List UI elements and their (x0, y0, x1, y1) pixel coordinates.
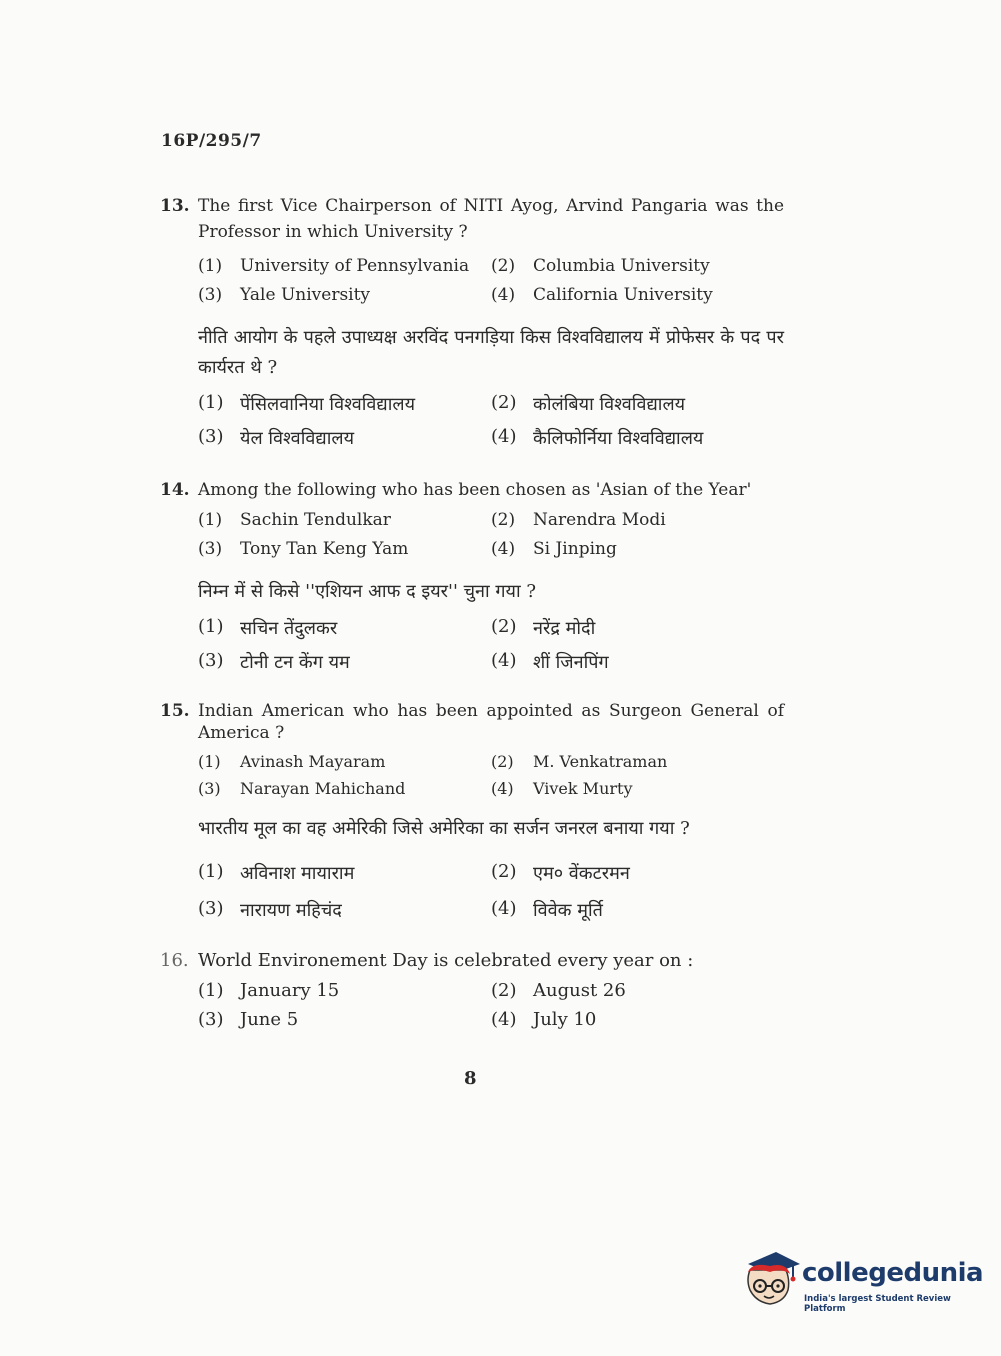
option-1-hi (198, 861, 491, 885)
question-number: 13. (160, 196, 190, 216)
option-text: येल विश्वविद्यालय (240, 428, 355, 449)
option-number: (1) (198, 392, 224, 413)
option-text: नरेंद्र मोदी (533, 618, 596, 639)
question-text-hi: निम्न में से किसे ''एशियन आफ द इयर'' चुना गया ? (198, 581, 537, 602)
question-text-en: World Environement Day is celebrated every year on : (198, 950, 694, 971)
option-number: (3) (198, 284, 223, 305)
option-text: टोनी टन केंग यम (240, 652, 350, 673)
option-4-hi (491, 426, 784, 450)
option-number: (1) (198, 616, 224, 637)
option-number: (3) (198, 897, 224, 919)
option-number: (1) (198, 860, 224, 882)
option-3 (198, 1009, 491, 1030)
paper-code: 16P/295/7 (161, 131, 262, 151)
option-4 (491, 285, 784, 305)
option-text: Avinash Mayaram (240, 752, 386, 771)
option-4 (491, 779, 784, 798)
option-1-hi (198, 616, 491, 640)
option-3-hi (198, 898, 491, 922)
option-text: कोलंबिया विश्वविद्यालय (533, 394, 686, 415)
logo-tagline: India's largest Student Review Platform (804, 1294, 951, 1314)
option-1 (198, 752, 491, 771)
option-text: Vivek Murty (533, 779, 633, 798)
option-1 (198, 980, 491, 1001)
option-number: (2) (491, 509, 516, 530)
options-hi (198, 611, 784, 679)
page-number: 8 (464, 1068, 477, 1089)
option-2 (491, 752, 784, 771)
option-number: (2) (491, 860, 517, 882)
question-text-en: Indian American who has been appointed as Surgeon General of America ? (198, 701, 784, 743)
options-en (198, 748, 784, 802)
option-text: शीं जिनपिंग (533, 652, 609, 673)
collegedunia-logo[interactable] (742, 1250, 984, 1314)
question-text-hi: नीति आयोग के पहले उपाध्यक्ष अरविंद पनगड़िया किस विश्वविद्यालय में प्रोफेसर के पद पर कार्यरत थे ? (198, 327, 784, 378)
option-text: June 5 (240, 1009, 299, 1030)
question-text-en: Among the following who has been chosen as 'Asian of the Year' (198, 480, 752, 500)
option-2-hi (491, 392, 784, 416)
option-text: विवेक मूर्ति (533, 899, 603, 921)
option-number: (4) (491, 1009, 517, 1030)
option-text: August 26 (533, 980, 626, 1001)
options-hi (198, 854, 784, 928)
option-4-hi (491, 898, 784, 922)
option-1-hi (198, 392, 491, 416)
option-3 (198, 285, 491, 305)
option-number: (4) (491, 779, 514, 798)
option-1 (198, 256, 491, 276)
question-16 (160, 948, 784, 1034)
option-number: (1) (198, 752, 221, 771)
option-2 (491, 510, 784, 530)
option-number: (3) (198, 538, 223, 559)
option-3-hi (198, 650, 491, 674)
option-text: कैलिफोर्निया विश्वविद्यालय (533, 428, 704, 449)
option-text: M. Venkatraman (533, 752, 668, 771)
question-number: 16. (160, 950, 189, 971)
option-number: (2) (491, 752, 514, 771)
option-number: (1) (198, 255, 223, 276)
option-text: पेंसिलवानिया विश्वविद्यालय (240, 394, 416, 415)
option-text: Columbia University (533, 255, 710, 276)
option-number: (4) (491, 284, 516, 305)
options-en (198, 976, 784, 1034)
option-text: Tony Tan Keng Yam (240, 538, 409, 559)
option-number: (4) (491, 897, 517, 919)
option-3 (198, 539, 491, 559)
option-4 (491, 1009, 784, 1030)
question-14 (160, 477, 784, 679)
options-en (198, 251, 784, 309)
option-text: University of Pennsylvania (240, 255, 470, 276)
mascot-icon (742, 1250, 800, 1310)
option-number: (4) (491, 538, 516, 559)
option-3 (198, 779, 491, 798)
option-text: California University (533, 284, 713, 305)
option-text: Narendra Modi (533, 509, 666, 530)
option-number: (2) (491, 980, 517, 1001)
option-2-hi (491, 616, 784, 640)
option-number: (2) (491, 392, 517, 413)
option-number: (4) (491, 650, 517, 671)
option-text: सचिन तेंदुलकर (240, 618, 338, 639)
option-1 (198, 510, 491, 530)
option-3-hi (198, 426, 491, 450)
option-text: नारायण महिचंद (240, 899, 342, 921)
option-text: Narayan Mahichand (240, 779, 406, 798)
option-number: (3) (198, 426, 224, 447)
options-hi (198, 387, 784, 455)
option-number: (4) (491, 426, 517, 447)
question-text-en: The first Vice Chairperson of NITI Ayog, Arvind Pangaria was the Professor in which University ? (198, 196, 784, 242)
option-number: (1) (198, 980, 224, 1001)
option-text: Yale University (240, 284, 371, 305)
option-text: अविनाश मायाराम (240, 862, 355, 884)
question-15 (160, 700, 784, 928)
option-number: (2) (491, 255, 516, 276)
question-number: 14. (160, 480, 190, 500)
option-number: (3) (198, 1009, 224, 1030)
option-text: Si Jinping (533, 538, 617, 559)
option-text: एम० वेंकटरमन (533, 862, 630, 884)
question-text-hi: भारतीय मूल का वह अमेरिकी जिसे अमेरिका का सर्जन जनरल बनाया गया ? (198, 818, 690, 839)
option-4-hi (491, 650, 784, 674)
option-2-hi (491, 861, 784, 885)
option-2 (491, 980, 784, 1001)
option-text: Sachin Tendulkar (240, 509, 391, 530)
question-13 (160, 193, 784, 455)
option-number: (2) (491, 616, 517, 637)
logo-brand: collegedunia (802, 1258, 984, 1288)
option-2 (491, 256, 784, 276)
option-number: (1) (198, 509, 223, 530)
option-text: January 15 (240, 980, 340, 1001)
option-text: July 10 (533, 1009, 597, 1030)
option-4 (491, 539, 784, 559)
options-en (198, 505, 784, 563)
question-number: 15. (160, 701, 190, 721)
option-number: (3) (198, 779, 221, 798)
option-number: (3) (198, 650, 224, 671)
